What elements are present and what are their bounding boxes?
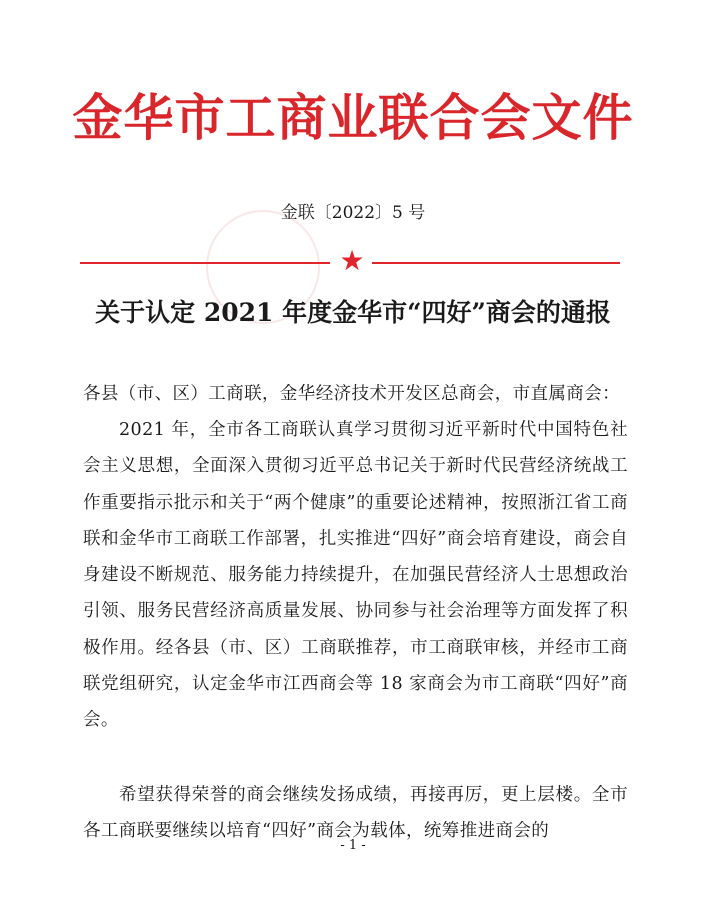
body-paragraph-1: 2021 年，全市各工商联认真学习贯彻习近平新时代中国特色社会主义思想，全面深入贯彻习近平总书记关于新时代民营经济统战工作重要指示批示和关于“两个健康”的重要论述精神，按照浙江省工商联和金华市工商联工作部署，扎实推进“四好”商会培育建设，商会自身建设不断规范、服务能力持续提升，在加强民营经济人士思想政治引领、服务民营经济高质量发展、协同参与社会治理等方面发挥了积极作用。经各县（市、区）工商联推荐，市工商联审核，并经市工商联党组研究，认定金华市江西商会等 18 家商会为市工商联“四好”商会。 [83,420,629,731]
salutation: 各县（市、区）工商联，金华经济技术开发区总商会，市直属商会： [83,384,620,404]
document-title: 关于认定 2021 年度金华市“四好”商会的通报 [95,298,611,327]
document-number: 金联〔2022〕5 号 [280,203,426,223]
page-number: - 1 - [340,838,366,853]
org-header-title: 金华市工商业联合会文件 [72,88,634,147]
divider-line-right [372,262,620,264]
star-icon: ★ [339,244,365,277]
divider-line-left [80,262,330,264]
body-paragraph-2: 希望获得荣誉的商会继续发扬成绩，再接再厉，更上层楼。全市各工商联要继续以培育“四好”商会为载体，统筹推进商会的 [83,785,628,842]
